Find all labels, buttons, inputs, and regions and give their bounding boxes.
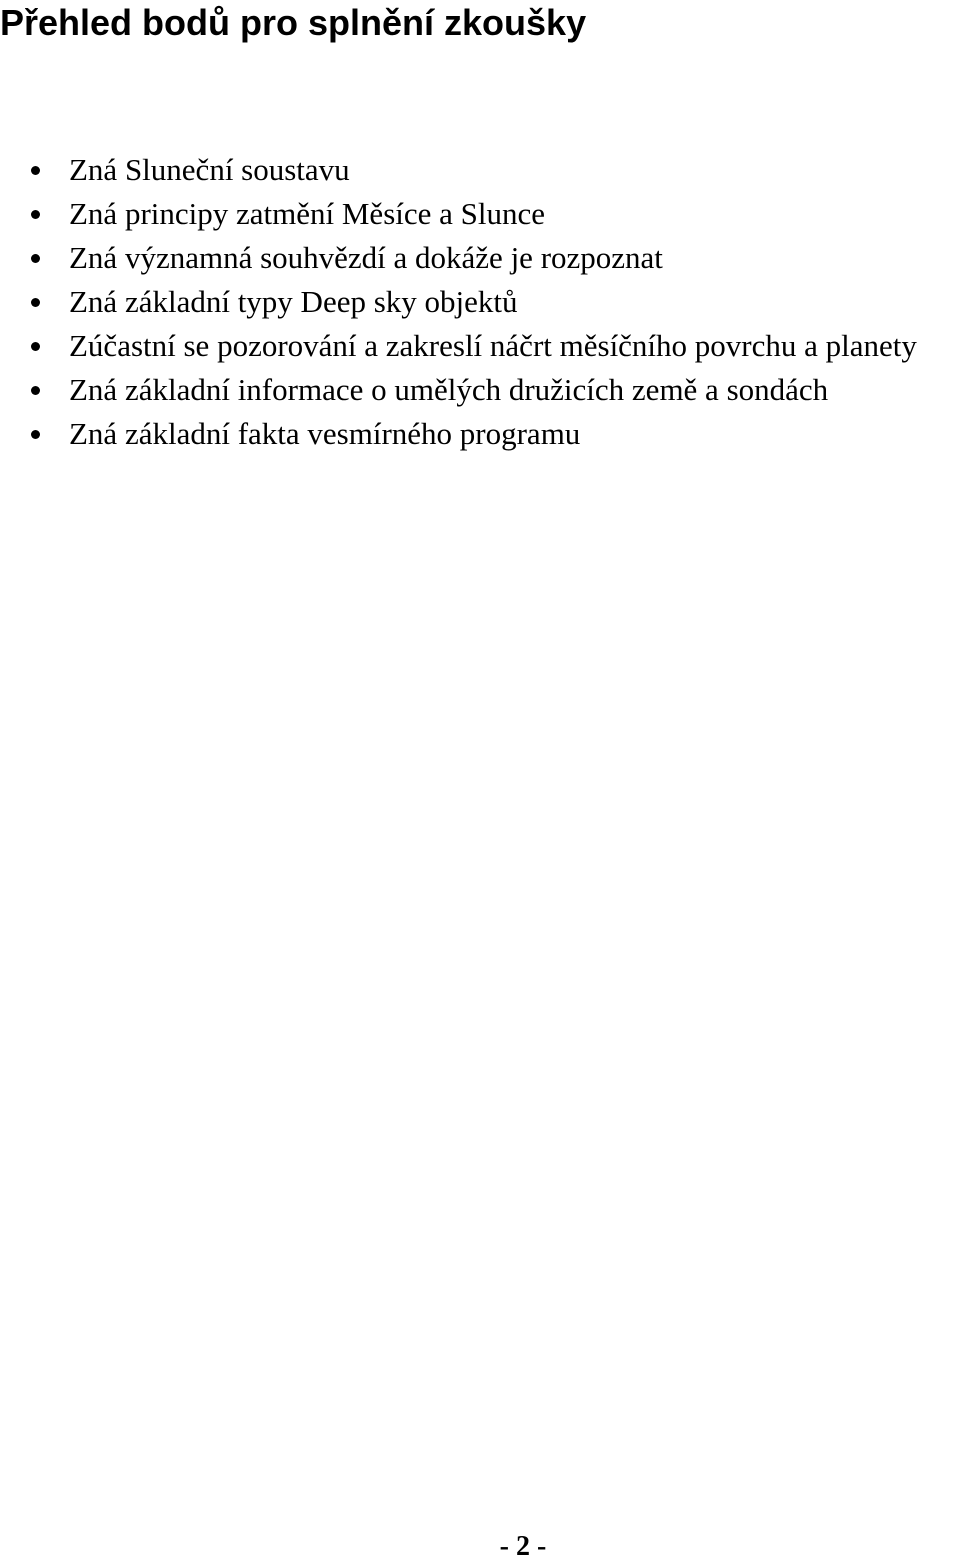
bullet-dot-icon bbox=[31, 210, 40, 219]
page-number: - 2 - bbox=[499, 1531, 547, 1562]
list-item bbox=[0, 324, 949, 368]
bullet-dot-icon bbox=[31, 254, 40, 263]
list-item-text: Zná Sluneční soustavu bbox=[69, 152, 350, 187]
requirements-list bbox=[0, 148, 960, 456]
list-item-text: Zná základní fakta vesmírného programu bbox=[69, 416, 581, 451]
list-item bbox=[0, 280, 960, 324]
list-item bbox=[0, 148, 960, 192]
page-title: Přehled bodů pro splnění zkoušky bbox=[0, 2, 587, 43]
bullet-dot-icon bbox=[31, 430, 40, 439]
list-item bbox=[0, 412, 960, 456]
list-item-text: Zúčastní se pozorování a zakreslí náčrt měsíčního povrchu a planety bbox=[69, 328, 917, 363]
list-item bbox=[0, 236, 960, 280]
list-item-text: Zná principy zatmění Měsíce a Slunce bbox=[69, 196, 546, 231]
bullet-dot-icon bbox=[31, 298, 40, 307]
bullet-dot-icon bbox=[31, 342, 40, 351]
bullet-dot-icon bbox=[31, 386, 40, 395]
list-item bbox=[0, 368, 960, 412]
list-item bbox=[0, 192, 960, 236]
list-item-text: Zná významná souhvězdí a dokáže je rozpoznat bbox=[69, 240, 663, 275]
list-item-text: Zná základní informace o umělých družicích země a sondách bbox=[69, 372, 829, 407]
list-item-text: Zná základní typy Deep sky objektů bbox=[69, 284, 518, 319]
bullet-dot-icon bbox=[31, 166, 40, 175]
